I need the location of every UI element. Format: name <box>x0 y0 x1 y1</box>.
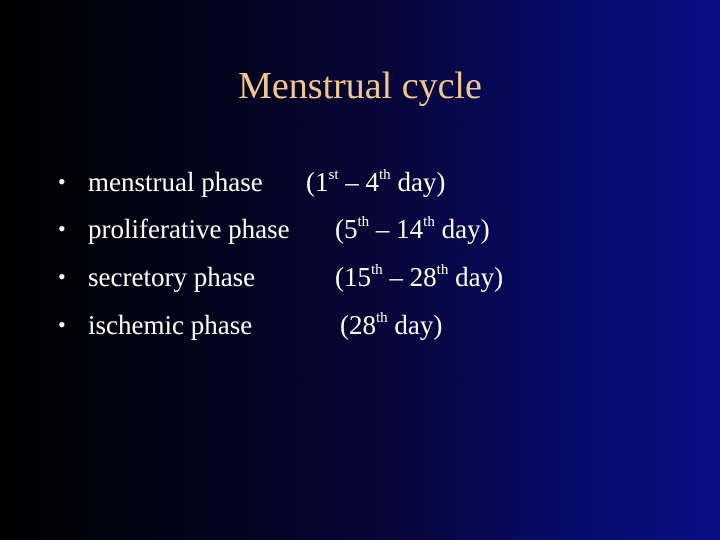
bullet-icon: • <box>58 169 66 194</box>
phase-name: secretory phase <box>88 262 256 292</box>
day-range: (28th day) <box>340 310 443 340</box>
list-item-menstrual <box>58 164 698 200</box>
slide-title: Menstrual cycle <box>238 65 482 107</box>
bullet-icon: • <box>58 312 66 337</box>
list-item-secretory <box>58 259 698 295</box>
bullet-icon: • <box>58 216 66 241</box>
day-range: (15th – 28th day) <box>335 262 504 292</box>
phase-name: menstrual phase <box>88 167 263 197</box>
phase-name: ischemic phase <box>88 310 253 340</box>
bullet-icon: • <box>58 264 66 289</box>
list-item-ischemic <box>58 307 698 343</box>
list-item-proliferative <box>58 211 698 247</box>
phase-name: proliferative phase <box>88 214 290 244</box>
day-range: (1st – 4th day) <box>306 167 446 197</box>
day-range: (5th – 14th day) <box>335 214 490 244</box>
